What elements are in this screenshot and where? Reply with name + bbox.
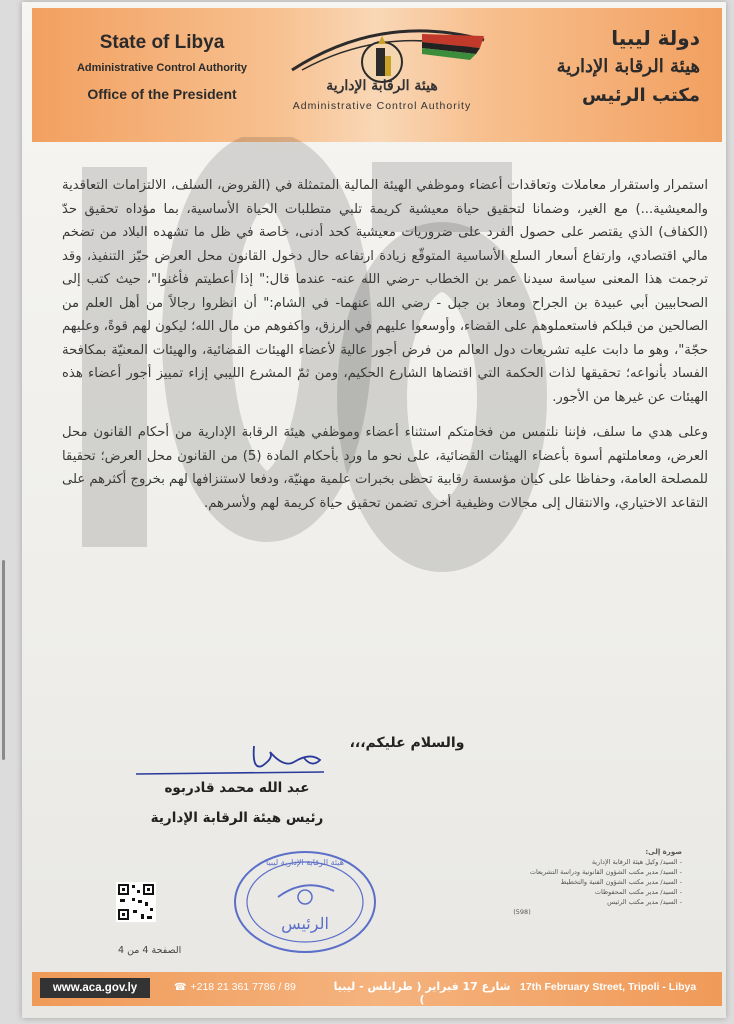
letterhead-footer — [32, 972, 722, 1006]
copy-line: - السيد/ وكيل هيئة الرقابة الإدارية — [591, 858, 682, 866]
website-link[interactable]: www.aca.gov.ly — [40, 978, 150, 998]
copy-line: - السيد/ مدير مكتب المحفوظات — [594, 888, 682, 896]
seal-center-text: الرئيس — [281, 914, 329, 933]
copy-line: - السيد/ مدير مكتب الشؤون القانونية ودراسة التشريعات — [529, 868, 682, 876]
copy-line: - السيد/ مدير مكتب الرئيس — [607, 898, 682, 906]
phone-text: +218 21 361 7786 / 89 — [190, 981, 296, 993]
signatory-name: عبد الله محمد قادربوه — [164, 780, 310, 796]
seal-ring-text: هيئة الرقابة الإدارية ليبيا — [266, 858, 344, 867]
phone-icon: ☎ — [174, 982, 187, 993]
copies-list — [362, 847, 682, 917]
office-name-en: Office of the President — [87, 86, 237, 102]
copy-line: - السيد/ مدير مكتب الشؤون الفنية والتخطيط — [560, 878, 682, 886]
official-seal — [230, 847, 380, 957]
closing-salutation: والسلام عليكم،،، — [349, 735, 465, 751]
logo-arabic-text: هيئة الرقابة الإدارية — [326, 78, 438, 94]
authority-name-en: Administrative Control Authority — [76, 62, 248, 74]
address-arabic: شارع 17 فبراير ( طرابلس - ليبيا ) — [333, 980, 511, 1006]
phone-number — [174, 981, 324, 993]
letter-body — [62, 174, 708, 515]
scrollbar[interactable] — [2, 560, 5, 760]
document-page — [22, 2, 726, 1018]
reference-number: (598) — [513, 908, 531, 916]
office-name-ar: مكتب الرئيس — [582, 85, 700, 106]
letterhead-arabic — [500, 26, 700, 106]
letterhead-english — [52, 32, 272, 102]
body-paragraph-1: استمرار واستقرار معاملات وتعاقدات أعضاء وموظفي الهيئة المالية المتمثلة في (القروض، السلف، الالتزامات التعاقدية والمعيشية...) مع الغير، وضمانا لتحقيق حياة معيشية كريمة تلبي متطلبات الحياة الأساسية، بما مؤداه تحقيق حدّ (الكفاف) الذي يقتصر على حصول الفرد على ضروريات معيشية كحد أدنى، خاصة في ظل ما تشهده البلاد من تضخم مالي اقتصادي، وارتفاع أسعار السلع الأساسية المتوقّع زيادة ارتفاعه حال دخول القانون محل العرض حيّز التنفيذ، وقد ترجمت هذا المعنى سياسة سيدنا عمر بن الخطاب -رضي الله عنه- عندما قال:" إذا أعطيتم فأغنوا"، حيث كتب إلى الصحابيين أبي عبيدة بن الجراح ومعاذ بن جبل - رضي الله عنهما- في الشام:" أن انظروا رجالاً من أهل العلم من الصالحين من قبلكم فاستعملوهم على القضاء، وأوسعوا عليهم في الرزق، واكفوهم من مال الله؛ ليكون لهم قوةً، وعليهم حجّة"، وهو ما دابت عليه تشريعات دول العالم من فرض أجور عالية لأعضاء الهيئات القضائية، والهيئات المعنيّة بمكافحة الفساد بأنواعه؛ تحقيقها لذات الحكمة التي اقتضاها الشارع الحكيم، ومن ثمّ المشرع الليبي إزاء تمييز أجور أعضاء هذه الهيئات عن غيرها من الأجور. — [62, 178, 708, 405]
address-english: 17th February Street, Tripoli - Libya — [520, 981, 697, 993]
signatory-block — [122, 780, 352, 826]
state-title-en: State of Libya — [99, 32, 225, 53]
authority-logo — [272, 18, 492, 138]
copies-label: صورة إلى: — [645, 848, 682, 856]
qr-code-icon[interactable] — [116, 882, 156, 922]
state-title-ar: دولة ليبيا — [611, 26, 700, 50]
page-number: الصفحة 4 من 4 — [118, 945, 182, 956]
handwritten-signature — [134, 744, 334, 778]
body-paragraph-2: وعلى هدي ما سلف، فإننا نلتمس من فخامتكم استثناء أعضاء وموظفي هيئة الرقابة الإدارية من أحكام القانون محل العرض، ومعاملتهم أسوة بأعضاء الهيئات القضائية، على نحو ما ورد بأحكام المادة (5) من القانون محل العرض؛ تحقيقا للمصلحة العامة، وحفاظا على كيان مؤسسة رقابية تحظى بخبرات علمية مهنيّة، ودفعا لاستنزافها لهم بخروج أكثرهم على التقاعد الاختياري، والانتقال إلى مجالات وظيفية أخرى تضمن تحقيق حياة كريمة لهم ولأسرهم. — [61, 425, 708, 511]
authority-name-ar: هيئة الرقابة الإدارية — [556, 56, 700, 77]
logo-english-text: Administrative Control Authority — [292, 100, 472, 112]
letterhead — [32, 8, 722, 142]
signatory-role: رئيس هيئة الرقابة الإدارية — [150, 810, 324, 826]
